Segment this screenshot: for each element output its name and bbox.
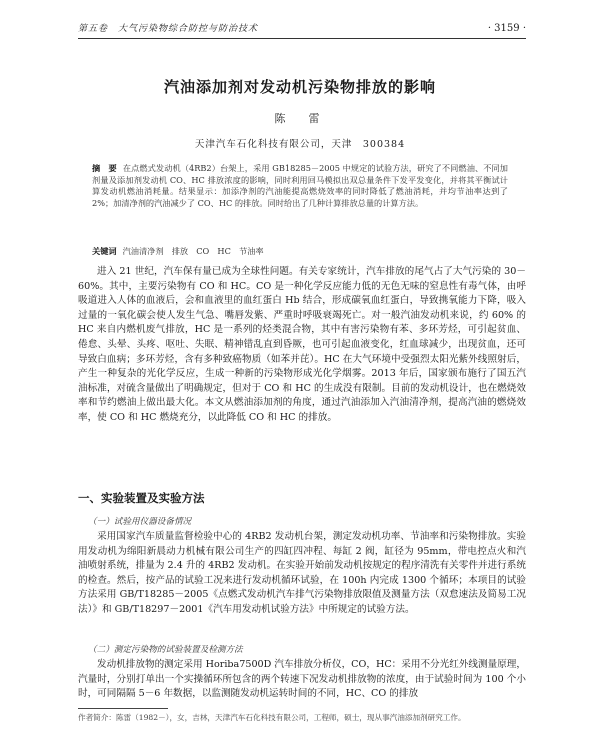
- paper-title: 汽油添加剂对发动机污染物排放的影响: [163, 78, 436, 96]
- abstract-text: 在点燃式发动机（4RB2）台架上，采用 GB18285－2005 中规定的试验方法，研究了不同燃油、不同加剂量及添加剂发动机 CO、HC 排放浓度的影响，同时利用回马模拟出双总量条件下发平发变化，并将其平衡试计算发动机燃油消耗量。结果显示：加添净剂的汽油能提高燃烧效率的同时降低了燃油消耗，并均节油率达到了 2%；加清净剂的汽油减少了 CO、HC 的排放。同时给出了几种计算排放总量的计算方法。: [92, 163, 508, 208]
- abstract: [92, 163, 508, 209]
- footnote: 作者简介：陈雷（1982－），女，吉林，天津汽车石化科技有限公司，工程师，硕士，现从事汽油添加剂研究工作。: [78, 713, 466, 722]
- footnote-divider: [78, 708, 168, 709]
- keywords-label: 关键词: [92, 246, 117, 256]
- journal-name: 第五卷 大气污染物综合防控与防治技术: [78, 24, 259, 34]
- section-heading: 一、实验装置及实验方法: [78, 491, 205, 505]
- author-name: 陈 雷: [274, 112, 326, 125]
- subsection-heading-1: （一）试验用仪器设备情况: [88, 517, 192, 527]
- running-header: [78, 20, 526, 39]
- keywords: [92, 246, 508, 257]
- section1-text-2: 发动机排放物的测定采用 Horiba7500D 汽车排放分析仪，CO，HC：采用不分光红外线测量原理，汽量时，分别打单出一个实操循环所包含的两个转速下况发动机排放物的浓度，由于试验时间为 100 个小时，可同隔隔 5－6 年数据，以监测随发动机运转时间的不同，HC、CO 的排放: [78, 659, 526, 700]
- intro-text: 进入 21 世纪，汽车保有量已成为全球性问题。有关专家统计，汽车排放的尾气占了大气污染的 30－60%。其中，主要污染物有 CO 和 HC。CO 是一种化学反应能力低的无色无味的窒息性有毒气体，由呼吸道进入人体的血液后，会和血液里的血红蛋白 Hb 结合，形成碳氧血红蛋白，导致携氧能力下降，吸入过量的一氧化碳会使人发生气急、嘴唇发紫、严重时呼吸衰竭死亡。对一般汽油发动机来说，约 60% 的 HC 来自内燃机废气排放，HC 是一系列的烃类混合物，其中有害污染物有苯、多环芳烃，可引起贫血、倦怠、头晕、头疼、呕吐、失眠、精神错乱直到昏厥，也可引起血液变化，红血球减少，出现贫血，还可导致白血病；多环芳烃，含有多种致癌物质（如苯并芘）。HC 在大气环境中受强烈太阳光紫外线照射后，产生一种复杂的光化学反应，生成一种新的污染物形成光化学烟雾。2013 年后，国家颁布施行了国五汽油标准，对硫含量做出了明确规定，但对于 CO 和 HC 的生成没有限制。目前的发动机设计，也在燃烧效率和节约燃油上做出最大化。本文从燃油添加剂的角度，通过汽油添加入汽油清净剂，提高汽油的燃烧效率，使 CO 和 HC 燃烧充分，以此降低 CO 和 HC 的排放。: [78, 266, 526, 423]
- section1-paragraph-2: [78, 658, 526, 702]
- page-number: · 3159 ·: [487, 23, 526, 34]
- section1-paragraph-1: [78, 530, 526, 618]
- subsection-heading-2: （二）测定污染物的试验装置及检测方法: [88, 645, 243, 655]
- abstract-label: 摘 要: [92, 163, 117, 173]
- keywords-text: 汽油清净剂 排放 CO HC 节油率: [122, 246, 264, 256]
- author-affiliation: 天津汽车石化科技有限公司，天津 300384: [194, 139, 406, 150]
- intro-paragraph: [78, 265, 526, 426]
- section1-text-1: 采用国家汽车质量监督检验中心的 4RB2 发动机台架，测定发动机功率、节油率和污染物排放。实验用发动机为绵阳新晨动力机械有限公司生产的四缸四冲程、每缸 2 阀，缸径为 95mm，带电控点火和汽油喷射系统，排量为 2.4 升的 4RB2 发动机。在实验开始前发动机按规定的程序清洗有关零件并进行系统的检查。然后，按产品的试验工况来进行发动机循环试验，在 100h 内完成 1300 个循环；本项目的试验方法采用 GB/T18285－2005《点燃式发动机汽车排气污染物排放限值及测量方法（双怠速法及简易工况法）》和 GB/T18297－2001《汽车用发动机试验方法》中所规定的试验方法。: [78, 531, 526, 615]
